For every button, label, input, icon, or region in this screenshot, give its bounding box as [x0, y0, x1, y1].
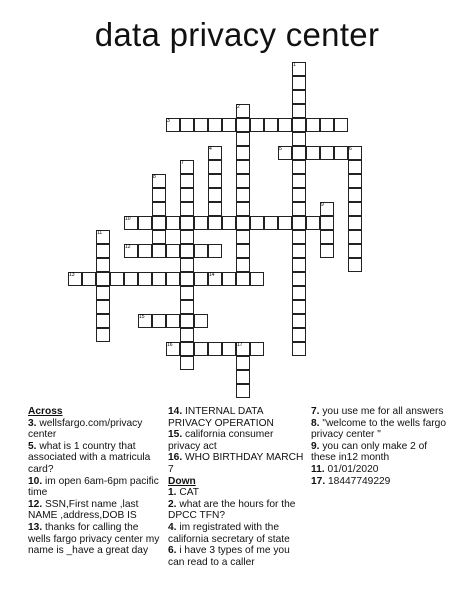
grid-cell[interactable]: [292, 286, 306, 300]
grid-cell[interactable]: [236, 244, 250, 258]
grid-cell[interactable]: [180, 342, 194, 356]
clue-number: 14.: [168, 406, 183, 417]
grid-cell[interactable]: [292, 202, 306, 216]
grid-cell[interactable]: [292, 216, 306, 230]
grid-cell[interactable]: [278, 118, 292, 132]
clue-number-label: 1: [293, 62, 296, 68]
grid-cell[interactable]: [194, 314, 208, 328]
clue-text: you use me for all answers: [319, 406, 444, 417]
clues-column-3: [311, 406, 451, 487]
clue-number-label: 7: [181, 160, 184, 166]
grid-cell[interactable]: [292, 90, 306, 104]
grid-cell[interactable]: [152, 202, 166, 216]
grid-cell[interactable]: [250, 118, 264, 132]
grid-cell[interactable]: [236, 188, 250, 202]
grid-cell[interactable]: [110, 272, 124, 286]
clue-number-label: 13: [69, 272, 75, 278]
clue-number-label: 5: [279, 146, 282, 152]
grid-cell[interactable]: [348, 188, 362, 202]
clue-item: [168, 452, 306, 475]
grid-cell[interactable]: [292, 342, 306, 356]
grid-cell[interactable]: [166, 244, 180, 258]
grid-cell[interactable]: [180, 202, 194, 216]
grid-cell[interactable]: [194, 272, 208, 286]
clue-text: thanks for calling the wells fargo privacy center my name is _have a great day: [28, 521, 160, 557]
grid-cell[interactable]: [292, 104, 306, 118]
grid-cell[interactable]: [292, 146, 306, 160]
clue-number-label: 16: [167, 342, 173, 348]
grid-cell[interactable]: [348, 174, 362, 188]
grid-cell[interactable]: [292, 118, 306, 132]
grid-cell[interactable]: [236, 202, 250, 216]
grid-cell[interactable]: [222, 342, 236, 356]
clue-number: 15.: [168, 429, 183, 441]
grid-cell[interactable]: [180, 118, 194, 132]
clue-item: [168, 499, 306, 522]
clue-text: INTERNAL DATA PRIVACY OPERATION: [168, 406, 274, 429]
grid-cell[interactable]: [250, 216, 264, 230]
clue-number: 4.: [168, 521, 177, 533]
grid-cell[interactable]: [96, 314, 110, 328]
clue-text: "welcome to the wells fargo privacy center ": [311, 417, 446, 441]
puzzle-title: data privacy center: [94, 16, 380, 53]
clue-item: [168, 545, 306, 568]
grid-cell[interactable]: [194, 216, 208, 230]
grid-cell[interactable]: [82, 272, 96, 286]
clue-item: [28, 418, 163, 441]
grid-cell[interactable]: [96, 272, 110, 286]
clue-number-label: 17: [237, 342, 243, 348]
clue-number-label: 2: [237, 104, 240, 110]
clue-item: [168, 522, 306, 545]
clue-number-label: 11: [97, 230, 103, 236]
clue-number: 8.: [311, 417, 320, 429]
grid-cell[interactable]: [236, 216, 250, 230]
grid-cell[interactable]: [292, 272, 306, 286]
grid-cell[interactable]: [180, 328, 194, 342]
clue-number: 9.: [311, 440, 320, 452]
clue-number-label: 14: [209, 272, 215, 278]
grid-cell[interactable]: [236, 174, 250, 188]
clue-number: 1.: [168, 487, 177, 499]
grid-cell[interactable]: [152, 244, 166, 258]
grid-cell[interactable]: [236, 370, 250, 384]
clue-number-label: 8: [153, 174, 156, 180]
grid-cell[interactable]: [348, 216, 362, 230]
grid-cell[interactable]: [96, 328, 110, 342]
grid-cell[interactable]: [180, 258, 194, 272]
grid-cell[interactable]: [292, 76, 306, 90]
grid-cell[interactable]: [236, 160, 250, 174]
across-heading: Across: [28, 406, 63, 417]
grid-cell[interactable]: [222, 272, 236, 286]
grid-cell[interactable]: [208, 188, 222, 202]
grid-cell[interactable]: [194, 118, 208, 132]
grid-cell[interactable]: [292, 258, 306, 272]
grid-cell[interactable]: [236, 272, 250, 286]
clue-text: i have 3 types of me you can read to a caller: [168, 545, 290, 568]
grid-cell[interactable]: [292, 174, 306, 188]
grid-cell[interactable]: [208, 174, 222, 188]
grid-cell[interactable]: [236, 118, 250, 132]
grid-cell[interactable]: [180, 216, 194, 230]
grid-cell[interactable]: [292, 244, 306, 258]
clue-text: california consumer privacy act: [168, 429, 274, 452]
clue-number-label: 9: [321, 202, 324, 208]
clue-number: 17.: [311, 475, 326, 487]
grid-cell[interactable]: [348, 258, 362, 272]
clue-item: [28, 441, 163, 476]
grid-cell[interactable]: [292, 300, 306, 314]
grid-cell[interactable]: [292, 328, 306, 342]
clue-number-label: 3: [167, 118, 170, 124]
grid-cell[interactable]: [124, 272, 138, 286]
grid-cell[interactable]: [208, 118, 222, 132]
clue-number: 6.: [168, 545, 177, 557]
grid-cell[interactable]: [292, 132, 306, 146]
grid-cell[interactable]: [236, 132, 250, 146]
grid-cell[interactable]: [222, 118, 236, 132]
grid-cell[interactable]: [292, 188, 306, 202]
grid-cell[interactable]: [278, 216, 292, 230]
grid-cell[interactable]: [96, 300, 110, 314]
grid-cell[interactable]: [320, 244, 334, 258]
clue-item: [311, 464, 451, 476]
grid-cell[interactable]: [348, 160, 362, 174]
clue-number: 2.: [168, 498, 177, 510]
grid-cell[interactable]: [348, 244, 362, 258]
grid-cell[interactable]: [292, 314, 306, 328]
grid-cell[interactable]: [152, 216, 166, 230]
clue-number-label: 6: [349, 146, 352, 152]
clue-text: 01/01/2020: [324, 463, 379, 475]
clue-text: WHO BIRTHDAY MARCH 7: [168, 452, 304, 475]
clue-text: 18447749229: [325, 475, 391, 487]
clue-number: 7.: [311, 406, 320, 417]
grid-cell[interactable]: [236, 384, 250, 398]
grid-cell[interactable]: [96, 286, 110, 300]
grid-cell[interactable]: [320, 146, 334, 160]
clue-text: what are the hours for the DPCC TFN?: [168, 498, 296, 522]
clues-column-2: [168, 406, 306, 568]
grid-cell[interactable]: [236, 230, 250, 244]
grid-cell[interactable]: [96, 258, 110, 272]
clue-item: [311, 418, 451, 441]
grid-cell[interactable]: [152, 314, 166, 328]
grid-cell[interactable]: [180, 188, 194, 202]
grid-cell[interactable]: [180, 230, 194, 244]
grid-cell[interactable]: [96, 244, 110, 258]
grid-cell[interactable]: [152, 188, 166, 202]
grid-cell[interactable]: [180, 244, 194, 258]
clue-text: CAT: [176, 487, 199, 499]
clue-item: [28, 476, 163, 499]
clue-number: 3.: [28, 417, 37, 429]
grid-cell[interactable]: [306, 118, 320, 132]
grid-cell[interactable]: [320, 230, 334, 244]
grid-cell[interactable]: [208, 160, 222, 174]
grid-cell[interactable]: [250, 342, 264, 356]
grid-cell[interactable]: [208, 342, 222, 356]
grid-cell[interactable]: [222, 216, 236, 230]
grid-cell[interactable]: [208, 202, 222, 216]
grid-cell[interactable]: [194, 244, 208, 258]
clue-number: 12.: [28, 498, 43, 510]
clue-number: 13.: [28, 521, 43, 533]
clue-number-label: 4: [209, 146, 212, 152]
grid-cell[interactable]: [236, 258, 250, 272]
grid-cell[interactable]: [180, 356, 194, 370]
grid-cell[interactable]: [152, 272, 166, 286]
grid-cell[interactable]: [292, 230, 306, 244]
clue-text: SSN,First name ,last NAME ,address,DOB IS: [28, 498, 139, 522]
grid-cell[interactable]: [166, 272, 180, 286]
clue-text: what is 1 country that associated with a matricula card?: [28, 440, 151, 475]
grid-cell[interactable]: [320, 216, 334, 230]
clue-item: [311, 441, 451, 464]
clue-text: im registrated with the california secretary of state: [168, 521, 290, 545]
grid-cell[interactable]: [152, 230, 166, 244]
grid-cell[interactable]: [194, 342, 208, 356]
clue-number: 10.: [28, 475, 43, 487]
grid-cell[interactable]: [292, 160, 306, 174]
clue-number-label: 10: [125, 216, 131, 222]
grid-cell[interactable]: [236, 146, 250, 160]
clue-item: [168, 406, 306, 429]
grid-cell[interactable]: [208, 244, 222, 258]
grid-cell[interactable]: [348, 202, 362, 216]
grid-cell[interactable]: [348, 230, 362, 244]
grid-cell[interactable]: [180, 272, 194, 286]
grid-cell[interactable]: [138, 272, 152, 286]
grid-cell[interactable]: [306, 216, 320, 230]
grid-cell[interactable]: [180, 314, 194, 328]
clue-number: 5.: [28, 440, 37, 452]
grid-cell[interactable]: [334, 118, 348, 132]
grid-cell[interactable]: [320, 118, 334, 132]
clue-text: im open 6am-6pm pacific time: [28, 475, 159, 499]
clue-item: [168, 487, 306, 499]
clue-item: [311, 476, 451, 488]
clue-text: wellsfargo.com/privacy center: [28, 417, 143, 441]
grid-cell[interactable]: [138, 244, 152, 258]
clue-item: [168, 429, 306, 452]
grid-cell[interactable]: [264, 118, 278, 132]
grid-cell[interactable]: [180, 286, 194, 300]
clue-number: 16.: [168, 452, 183, 464]
grid-cell[interactable]: [166, 216, 180, 230]
down-heading: Down: [168, 475, 196, 487]
grid-cell[interactable]: [306, 146, 320, 160]
clue-text: you can only make 2 of these in12 month: [311, 440, 428, 464]
clue-number-label: 12: [125, 244, 131, 250]
grid-cell[interactable]: [208, 216, 222, 230]
clue-item: [311, 406, 451, 418]
clues-column-1: [28, 406, 163, 557]
clue-item: [28, 499, 163, 522]
grid-cell[interactable]: [264, 216, 278, 230]
clue-number-label: 15: [139, 314, 145, 320]
grid-cell[interactable]: [180, 300, 194, 314]
grid-cell[interactable]: [250, 272, 264, 286]
grid-cell[interactable]: [236, 356, 250, 370]
clue-item: [28, 522, 163, 557]
grid-cell[interactable]: [180, 174, 194, 188]
clue-number: 11.: [311, 463, 325, 475]
grid-cell[interactable]: [334, 146, 348, 160]
grid-cell[interactable]: [166, 314, 180, 328]
grid-cell[interactable]: [138, 216, 152, 230]
